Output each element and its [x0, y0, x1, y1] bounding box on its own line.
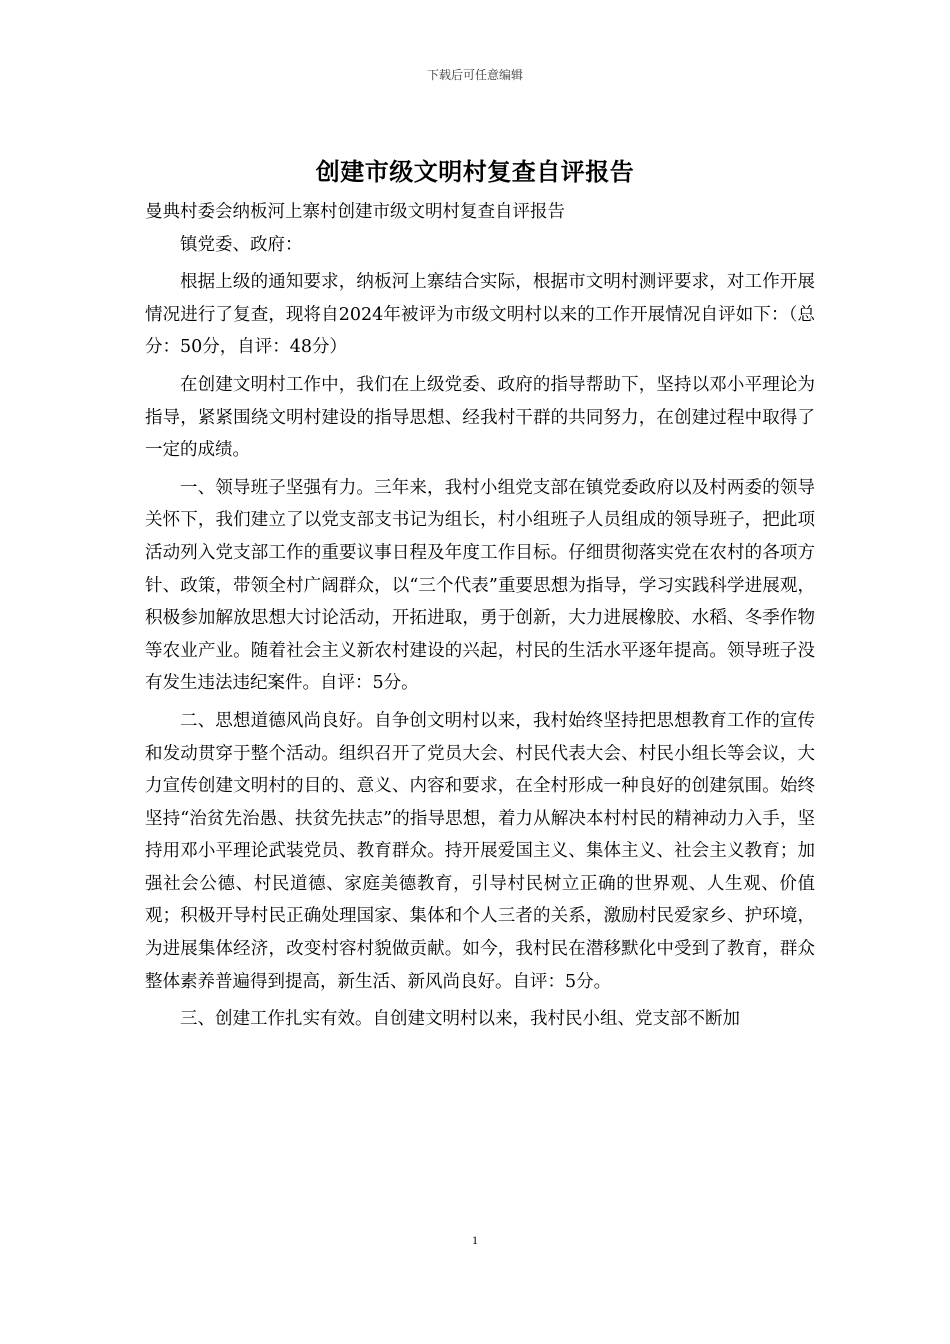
paragraph-overview: 在创建文明村工作中，我们在上级党委、政府的指导帮助下，坚持以邓小平理论为指导，紧紧围绕文明村建设的指导思想、经我村干群的共同努力，在创建过程中取得了一定的成绩。 [145, 374, 815, 461]
paragraph-section-3: 三、创建工作扎实有效。自创建文明村以来，我村民小组、党支部不断加 [180, 1009, 740, 1030]
paragraph-section-2: 二、思想道德风尚良好。自争创文明村以来，我村始终坚持把思想教育工作的宣传和发动贯穿于整个活动。组织召开了党员大会、村民代表大会、村民小组长等会议，大力宣传创建文明村的目的、意义、内容和要求，在全村形成一种良好的创建氛围。始终坚持“治贫先治愚、扶贫先扶志”的指导思想，着力从解决本村村民的精神动力入手，坚持用邓小平理论武装党员、教育群众。持开展爱国主义、集体主义、社会主义教育；加强社会公德、村民道德、家庭美德教育，引导村民树立正确的世界观、人生观、价值观；积极开导村民正确处理国家、集体和个人三者的关系，激励村民爱家乡、护环境，为进展集体经济，改变村容村貌做贡献。如今，我村民在潜移默化中受到了教育，群众整体素养普遍得到提高，新生活、新风尚良好。自评：5分。 [145, 710, 815, 992]
paragraph-intro: 根据上级的通知要求，纳板河上寨结合实际，根据市文明村测评要求，对工作开展情况进行了复查，现将自2024年被评为市级文明村以来的工作开展情况自评如下：（总分：50分，自评：48分） [145, 272, 815, 358]
page-header: 下载后可任意编辑 [426, 68, 523, 82]
salutation: 镇党委、政府： [180, 234, 303, 255]
document-subtitle: 曼典村委会纳板河上寨村创建市级文明村复查自评报告 [145, 202, 565, 222]
page-number: 1 [472, 1233, 478, 1247]
document-title: 创建市级文明村复查自评报告 [315, 158, 635, 186]
paragraph-section-1: 一、领导班子坚强有力。三年来，我村小组党支部在镇党委政府以及村两委的领导关怀下，我们建立了以党支部支书记为组长，村小组班子人员组成的领导班子，把此项活动列入党支部工作的重要议事日程及年度工作目标。仔细贯彻落实党在农村的各项方针、政策，带领全村广阔群众，以“三个代表”重要思想为指导，学习实践科学进展观，积极参加解放思想大讨论活动，开拓进取，勇于创新，大力进展橡胶、水稻、冬季作物等农业产业。随着社会主义新农村建设的兴起，村民的生活水平逐年提高。领导班子没有发生违法违纪案件。自评：5分。 [145, 477, 815, 694]
document-body [145, 196, 815, 1036]
